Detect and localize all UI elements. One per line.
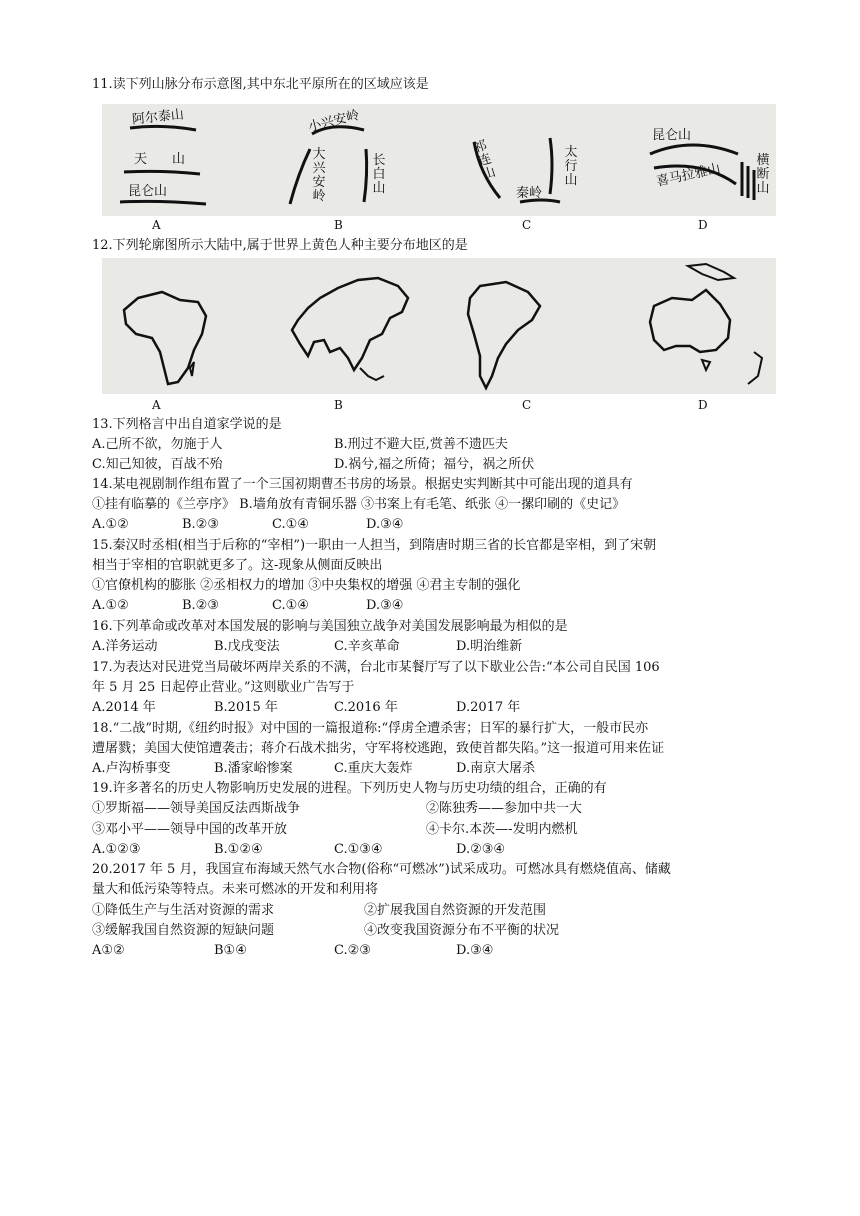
q13-option-d: D.祸兮,福之所倚；福兮，祸之所伏	[334, 457, 535, 472]
tasmania-outline	[702, 360, 710, 370]
kunlun-range-d	[650, 145, 738, 154]
label-kunlun-a: 昆仑山	[128, 184, 168, 199]
q14-option-a: A.①②	[92, 517, 129, 532]
q20-stem-line2: 量大和低污染等特点。未来可燃冰的开发和利用将	[92, 882, 379, 897]
q19-option-d: D.②③④	[456, 842, 506, 857]
kunlun-range-a	[120, 201, 206, 204]
q17-option-b: B.2015 年	[214, 700, 278, 715]
q17-option-a: A.2014 年	[92, 700, 156, 715]
q19-item-4: ④卡尔.本茨—-发明内燃机	[426, 822, 578, 837]
q20-option-c: C.②③	[334, 943, 371, 958]
q13-stem: 13.下列格言中出自道家学说的是	[92, 417, 282, 432]
q17-option-c: C.2016 年	[334, 700, 398, 715]
q15-items: ①官僚机构的膨胀 ②丞相权力的增加 ③中央集权的增强 ④君主专制的强化	[92, 578, 521, 593]
tianshan-range	[124, 171, 200, 174]
taihang-range	[550, 138, 552, 194]
australia-outline	[650, 290, 730, 352]
q15-option-c: C.①④	[272, 598, 309, 613]
q18-stem-line1: 18.“二战”时期,《纽约时报》对中国的一篇报道称:“俘虏全遭杀害；日军的暴行扩大，一般市民亦	[92, 721, 649, 736]
label-kunlun-d: 昆仑山	[652, 128, 692, 143]
q11-caption-a: A	[152, 218, 161, 232]
q14-option-c: C.①④	[272, 517, 309, 532]
label-hengduan: 横断山	[756, 153, 770, 196]
q13-option-c: C.知己知彼，百战不殆	[92, 457, 223, 472]
q20-option-b: B①④	[214, 943, 247, 958]
q19-item-1: ①罗斯福——领导美国反法西斯战争	[92, 801, 301, 816]
q17-stem-line1: 17.为表达对民进党当局破坏两岸关系的不满，台北市某餐厅写了以下歇业公告:“本公司自民国 106	[92, 660, 660, 675]
changbai-range	[364, 149, 367, 202]
q12-caption-b: B	[334, 398, 343, 412]
q20-option-a: A①②	[92, 943, 125, 958]
q11-caption-b: B	[334, 218, 343, 232]
q18-option-d: D.南京大屠杀	[456, 761, 536, 776]
label-changbai: 长白山	[372, 153, 386, 196]
q17-stem-line2: 年 5 月 25 日起停止营业。”这则歇业广告写于	[92, 680, 355, 695]
q15-option-b: B.②③	[182, 598, 219, 613]
q11-stem: 11.读下列山脉分布示意图,其中东北平原所在的区域应该是	[92, 77, 429, 92]
q12-stem: 12.下列轮廓图所示大陆中,属于世界上黄色人种主要分布地区的是	[92, 238, 468, 253]
label-shan: 山	[172, 152, 186, 167]
q16-option-d: D.明治维新	[456, 639, 523, 654]
label-himalaya: 喜马拉雅山	[655, 161, 722, 190]
q11-caption-d: D	[698, 218, 708, 232]
continent-outlines	[102, 258, 776, 394]
q19-option-b: B.①②④	[214, 842, 263, 857]
q18-option-b: B.潘家峪惨案	[214, 761, 293, 776]
new-zealand-outline	[748, 352, 762, 384]
new-guinea-outline	[688, 264, 734, 280]
q15-stem-line2: 相当于宰相的官职就更多了。这-现象从侧面反映出	[92, 558, 383, 573]
q19-option-a: A.①②③	[92, 842, 141, 857]
q16-option-b: B.戊戌变法	[214, 639, 280, 654]
label-tian: 天	[134, 152, 148, 167]
q12-caption-d: D	[698, 398, 708, 412]
q15-option-d: D.③④	[366, 598, 404, 613]
q11-caption-c: C	[522, 218, 532, 232]
q19-item-3: ③邓小平——领导中国的改革开放	[92, 822, 288, 837]
q12-continent-figure	[102, 258, 776, 394]
q20-item-1: ①降低生产与生活对资源的需求	[92, 903, 275, 918]
q16-stem: 16.下列革命或改革对本国发展的影响与美国独立战争对美国发展影响最为相似的是	[92, 619, 568, 634]
q19-option-c: C.①③④	[334, 842, 383, 857]
q15-stem-line1: 15.秦汉时丞相(相当于后称的“宰相”)一职由一人担当，到隋唐时期三省的长官都是宰相，到了宋朝	[92, 538, 657, 553]
label-xiaoxinganling: 小兴安岭	[306, 107, 361, 136]
q20-item-2: ②扩展我国自然资源的开发范围	[364, 903, 547, 918]
label-qilian: 祁连山	[472, 138, 498, 183]
daxinganling-range	[290, 149, 310, 204]
label-altai: 阿尔泰山	[131, 107, 185, 128]
q20-item-3: ③缓解我国自然资源的短缺问题	[92, 923, 275, 938]
q19-item-2: ②陈独秀——参加中共一大	[426, 801, 583, 816]
q16-option-c: C.辛亥革命	[334, 639, 400, 654]
q16-option-a: A.洋务运动	[92, 639, 158, 654]
label-daxinganling: 大兴安岭	[312, 147, 326, 204]
label-taihang: 太行山	[564, 145, 578, 188]
asia-outline	[292, 278, 408, 370]
q14-stem: 14.某电视剧制作组布置了一个三国初期曹丕书房的场景。根据史实判断其中可能出现的道具有	[92, 477, 633, 492]
q20-stem-line1: 20.2017 年 5 月，我国宣布海域天然气水合物(俗称“可燃冰”)试采成功。可燃冰具有燃烧值高、储藏	[92, 862, 671, 877]
q20-item-4: ④改变我国资源分布不平衡的状况	[364, 923, 560, 938]
q12-caption-a: A	[152, 398, 161, 412]
asia-islands	[360, 368, 384, 380]
q14-option-b: B.②③	[182, 517, 219, 532]
q18-stem-line2: 遭屠戮；美国大使馆遭袭击；蒋介石战术拙劣，守军将校逃跑，致使首都失陷。”这一报道可用来佐证	[92, 741, 665, 756]
label-qinling: 秦岭	[516, 186, 543, 201]
q18-option-a: A.卢沟桥事变	[92, 761, 171, 776]
q20-option-d: D.③④	[456, 943, 494, 958]
mountain-sketches	[102, 104, 776, 216]
q19-stem: 19.许多著名的历史人物影响历史发展的进程。下列历史人物与历史功绩的组合，正确的有	[92, 781, 607, 796]
q13-option-a: A.己所不欲，勿施于人	[92, 437, 223, 452]
q15-option-a: A.①②	[92, 598, 129, 613]
q14-option-d: D.③④	[366, 517, 404, 532]
q13-option-b: B.刑过不避大臣,赏善不遗匹夫	[334, 437, 508, 452]
q11-mountain-figure	[102, 104, 776, 216]
q18-option-c: C.重庆大轰炸	[334, 761, 413, 776]
q14-items: ①挂有临摹的《兰亭序》 B.墙角放有青铜乐器 ③书案上有毛笔、纸张 ④一摞印刷的《史记》	[92, 497, 626, 512]
south-america-outline	[468, 282, 540, 388]
q17-option-d: D.2017 年	[456, 700, 521, 715]
q12-caption-c: C	[522, 398, 532, 412]
